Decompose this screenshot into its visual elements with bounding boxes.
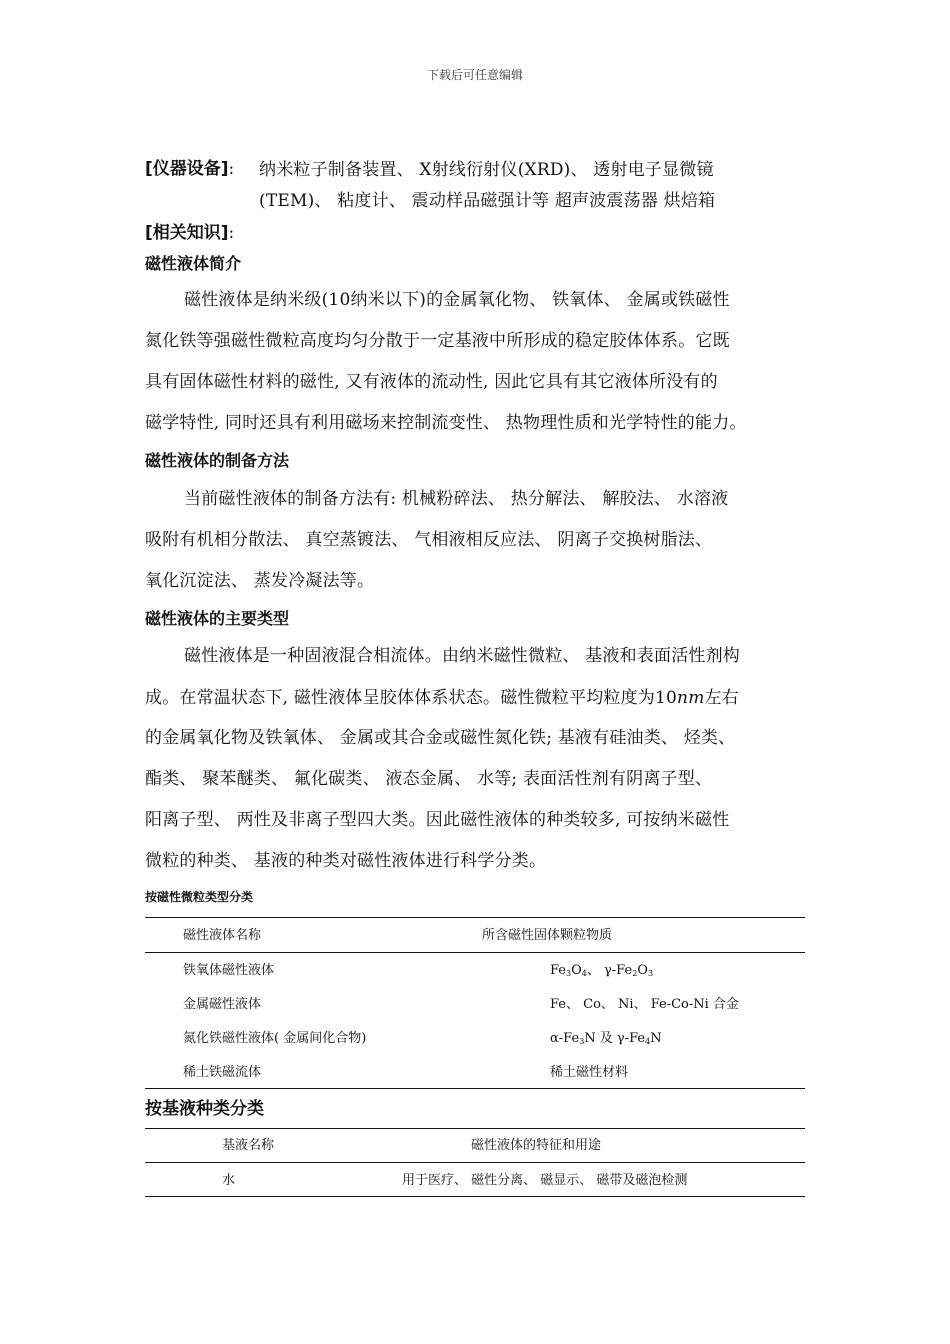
formula-part: O bbox=[571, 963, 582, 978]
equipment-line-1: 纳米粒子制备装置、 X射线衍射仪(XRD)、 透射电子显微镜 bbox=[259, 160, 714, 180]
table2-header-rule bbox=[145, 1162, 805, 1163]
table1-row-name: 金属磁性液体 bbox=[183, 997, 262, 1012]
table1-row-name: 稀土铁磁流体 bbox=[183, 1065, 262, 1080]
types-line-part: 成。在常温状态下, 磁性液体呈胶体体系状态。磁性微粒平均粒度为10 bbox=[145, 688, 678, 708]
table1-row-material: Fe、 Co、 Ni、 Fe-Co-Ni 合金 bbox=[550, 997, 739, 1012]
table1-row-name: 铁氧体磁性液体 bbox=[183, 963, 275, 978]
table2-header-name: 基液名称 bbox=[222, 1138, 275, 1153]
table1-top-rule bbox=[145, 917, 805, 918]
types-line-part: 左右 bbox=[704, 688, 739, 708]
types-title: 磁性液体的主要类型 bbox=[145, 609, 290, 628]
formula-subscript: 2 bbox=[632, 969, 638, 978]
header-note: 下载后可任意编辑 bbox=[426, 68, 523, 82]
types-line: 阳离子型、 两性及非离子型四大类。因此磁性液体的种类较多, 可按纳米磁性 bbox=[145, 810, 730, 830]
equipment-section bbox=[145, 154, 234, 179]
intro-line: 具有固体磁性材料的磁性, 又有液体的流动性, 因此它具有其它液体所没有的 bbox=[145, 372, 718, 392]
table2-bottom-rule bbox=[145, 1196, 805, 1197]
formula-part: Fe bbox=[550, 963, 567, 978]
formula-part: O bbox=[637, 963, 648, 978]
table2-top-rule bbox=[145, 1128, 805, 1129]
formula-subscript: 4 bbox=[645, 1037, 651, 1046]
table2-row-name: 水 bbox=[222, 1173, 236, 1188]
formula-subscript: 3 bbox=[566, 969, 572, 978]
types-line: 微粒的种类、 基液的种类对磁性液体进行科学分类。 bbox=[145, 851, 547, 871]
types-line: 磁性液体是一种固液混合相流体。由纳米磁性微粒、 基液和表面活性剂构 bbox=[184, 646, 741, 666]
formula-subscript: 3 bbox=[647, 969, 654, 978]
equipment-colon: : bbox=[228, 159, 235, 179]
formula-subscript: 3 bbox=[579, 1037, 585, 1046]
table1-row-name: 氮化铁磁性液体( 金属间化合物) bbox=[183, 1031, 367, 1046]
table1-header-rule bbox=[145, 952, 805, 953]
table1-row-material bbox=[550, 1027, 662, 1046]
formula-part: α-Fe bbox=[550, 1031, 580, 1046]
formula-part: N bbox=[650, 1031, 662, 1046]
formula-part: 、 γ-Fe bbox=[586, 963, 633, 978]
table1-header-material: 所含磁性固体颗粒物质 bbox=[482, 928, 613, 943]
equipment-line-2: (TEM)、 粘度计、 震动样品磁强计等 超声波震荡器 烘焙箱 bbox=[259, 191, 716, 211]
types-line: 的金属氧化物及铁氧体、 金属或其合金或磁性氮化铁; 基液有硅油类、 烃类、 bbox=[145, 728, 736, 748]
table2-row-use: 用于医疗、 磁性分离、 磁显示、 磁带及磁泡检测 bbox=[402, 1173, 688, 1188]
prep-line: 氧化沉淀法、 蒸发冷凝法等。 bbox=[145, 571, 375, 591]
nm-unit: nm bbox=[677, 688, 705, 708]
prep-title: 磁性液体的制备方法 bbox=[145, 451, 290, 470]
table2-header-use: 磁性液体的特征和用途 bbox=[471, 1138, 602, 1153]
prep-line: 吸附有机相分散法、 真空蒸镀法、 气相液相反应法、 阴离子交换树脂法、 bbox=[145, 530, 713, 550]
knowledge-colon: : bbox=[228, 223, 235, 243]
table2-title: 按基液种类分类 bbox=[145, 1099, 264, 1119]
knowledge-section bbox=[145, 218, 234, 243]
equipment-label: [仪器设备] bbox=[145, 159, 229, 179]
table1-header-name: 磁性液体名称 bbox=[183, 928, 262, 943]
intro-line: 磁性液体是纳米级(10纳米以下)的金属氧化物、 铁氧体、 金属或铁磁性 bbox=[184, 290, 730, 310]
table1-title: 按磁性微粒类型分类 bbox=[145, 890, 254, 904]
intro-line: 磁学特性, 同时还具有利用磁场来控制流变性、 热物理性质和光学特性的能力。 bbox=[145, 413, 747, 433]
knowledge-label: [相关知识] bbox=[145, 223, 229, 243]
table1-row-material: 稀土磁性材料 bbox=[550, 1065, 629, 1080]
types-line bbox=[145, 683, 739, 708]
formula-part: N 及 γ-Fe bbox=[584, 1031, 646, 1046]
types-line: 酯类、 聚苯醚类、 氟化碳类、 液态金属、 水等; 表面活性剂有阴离子型、 bbox=[145, 769, 713, 789]
intro-title: 磁性液体简介 bbox=[145, 254, 242, 273]
intro-line: 氮化铁等强磁性微粒高度均匀分散于一定基液中所形成的稳定胶体体系。它既 bbox=[145, 331, 730, 351]
prep-line: 当前磁性液体的制备方法有: 机械粉碎法、 热分解法、 解胶法、 水溶液 bbox=[184, 489, 729, 509]
table1-row-material bbox=[550, 959, 653, 978]
formula-subscript: 4 bbox=[581, 969, 587, 978]
table1-bottom-rule bbox=[145, 1088, 805, 1089]
